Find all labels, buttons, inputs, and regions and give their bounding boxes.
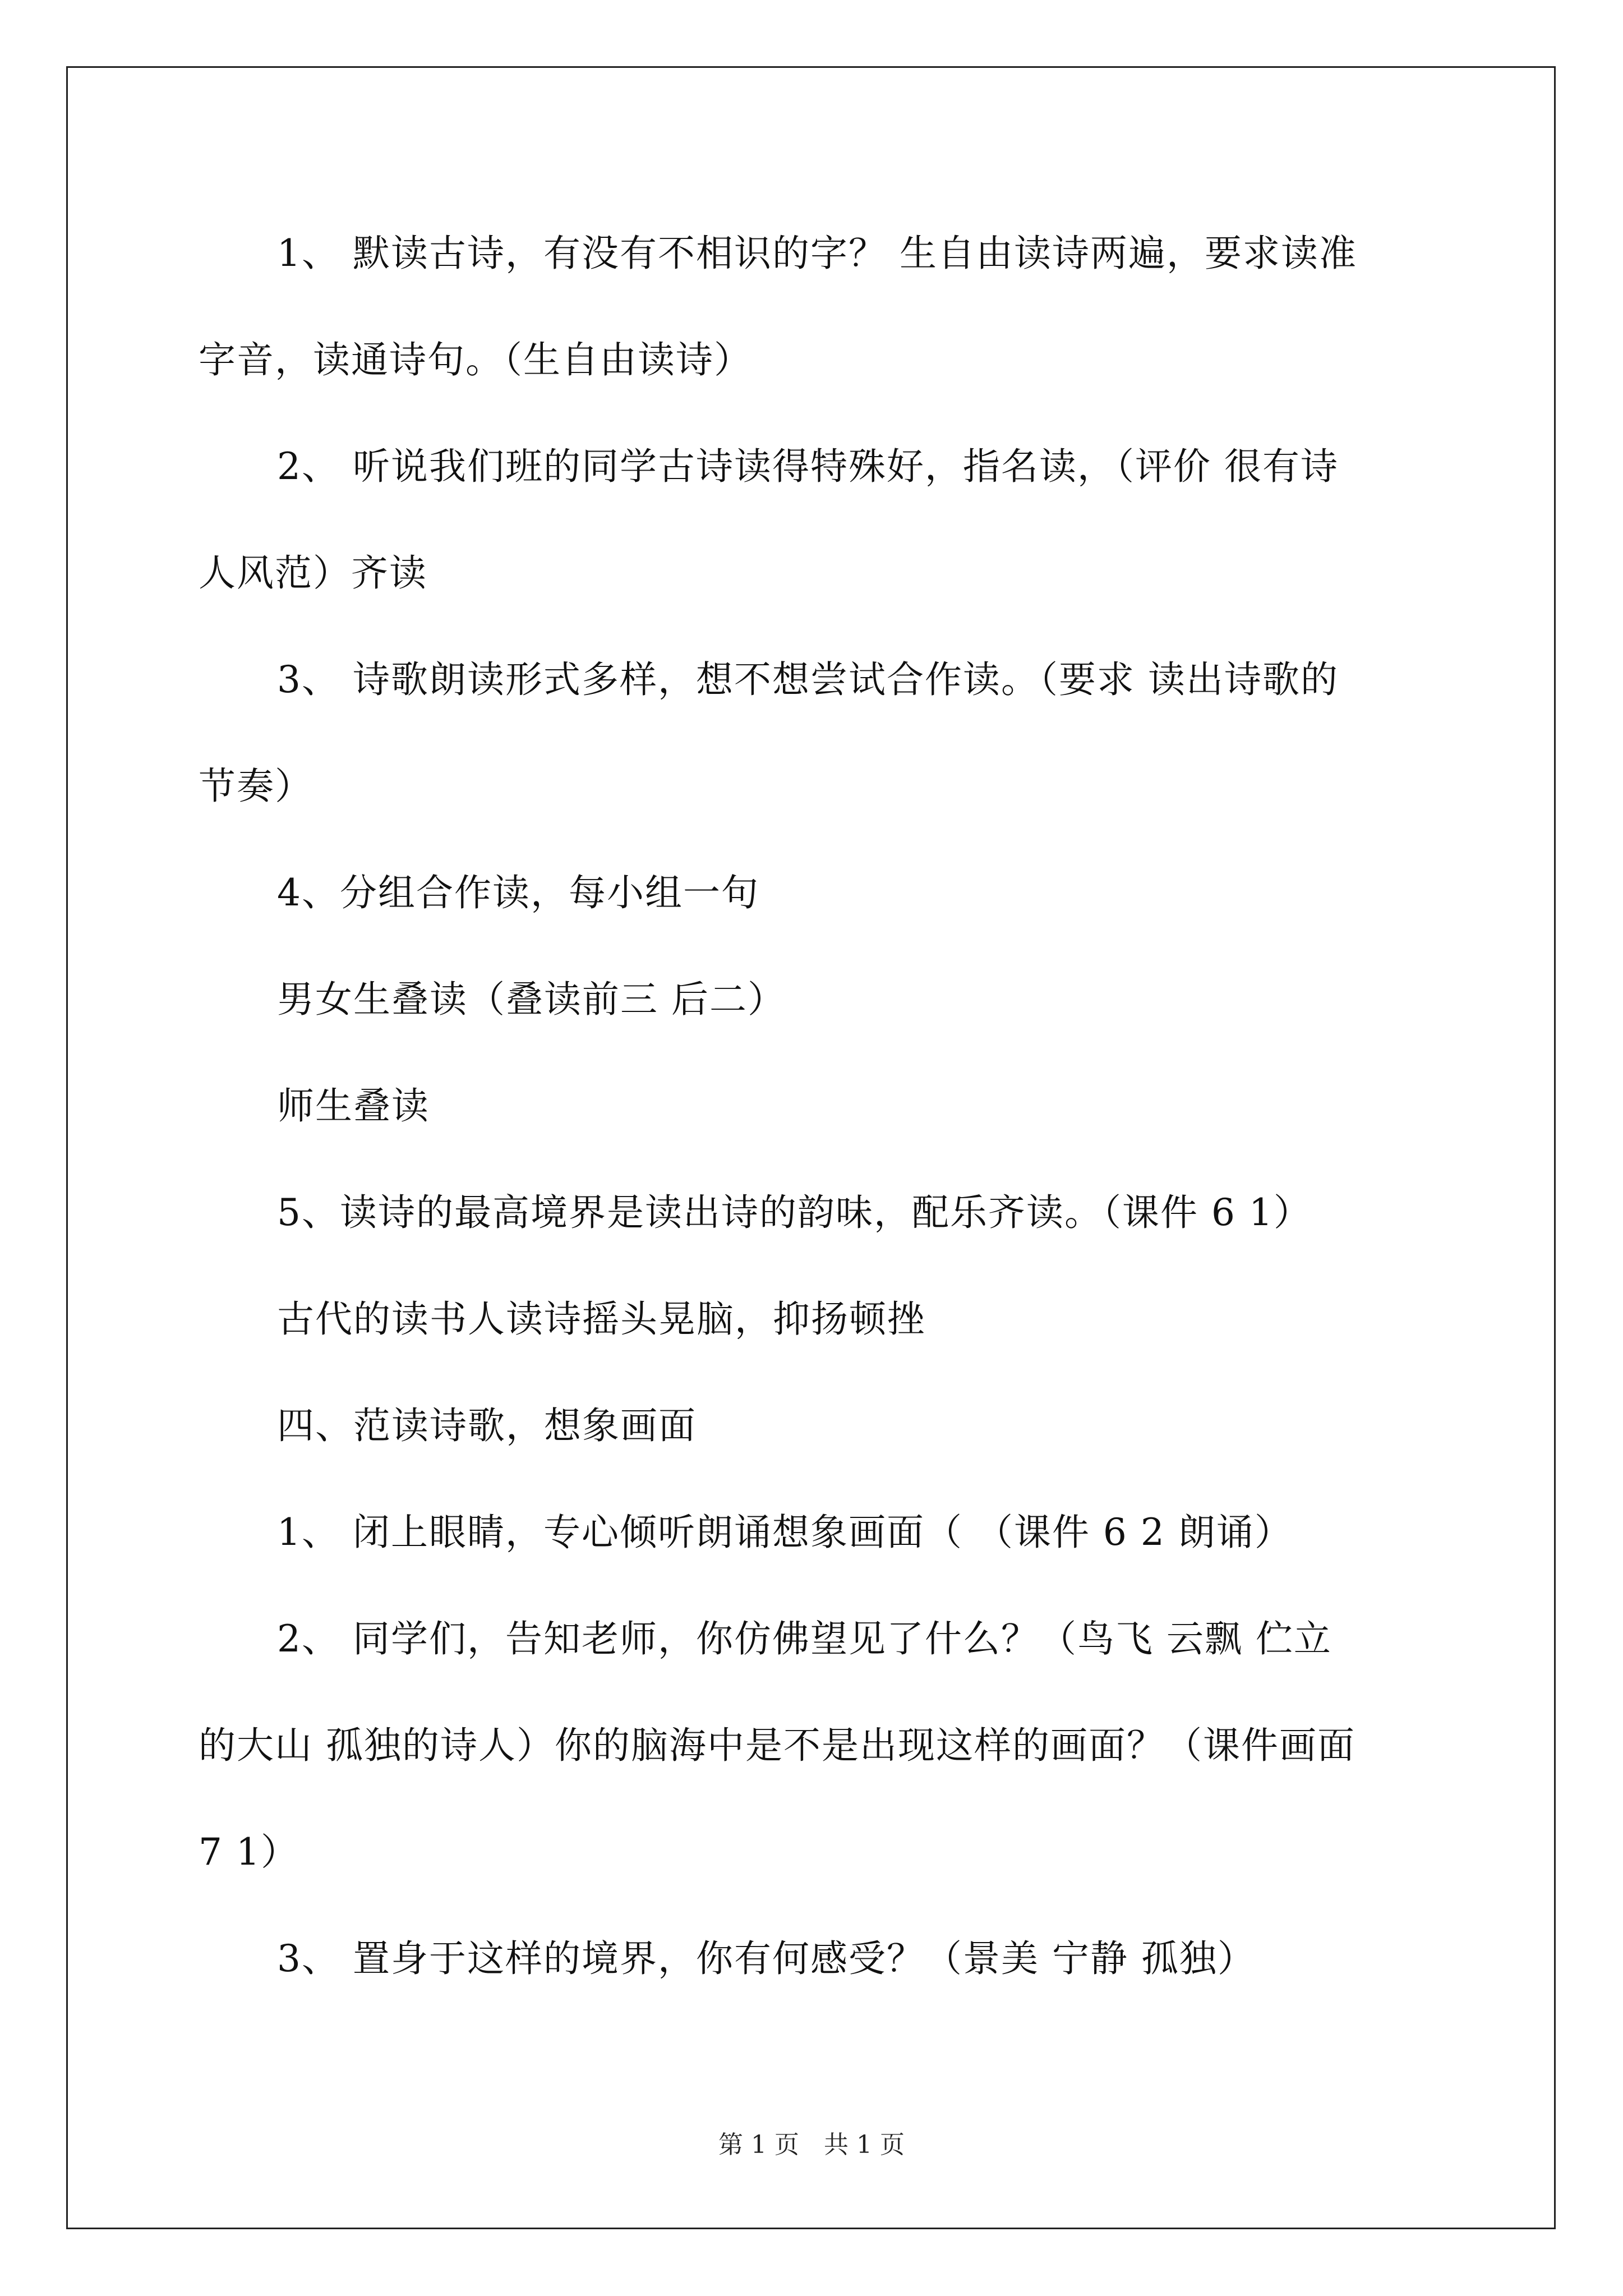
text-line: 人风范）齐读	[199, 551, 427, 595]
section-heading: 四、范读诗歌，想象画面	[277, 1404, 697, 1447]
text-line: 3、 诗歌朗读形式多样，想不想尝试合作读。（要求 读出诗歌的	[277, 658, 1339, 701]
page-number-footer: 第 1 页 共 1 页	[718, 2131, 905, 2159]
text-line: 男女生叠读（叠读前三 后二）	[277, 978, 786, 1021]
text-line: 古代的读书人读诗摇头晃脑，抑扬顿挫	[277, 1297, 925, 1341]
text-line: 1、 默读古诗，有没有不相识的字？ 生自由读诗两遍，要求读准	[277, 232, 1357, 275]
text-line: 2、 听说我们班的同学古诗读得特殊好，指名读，（评价 很有诗	[277, 445, 1339, 488]
text-line: 4、分组合作读，每小组一句	[277, 871, 759, 914]
text-line: 1、 闭上眼睛，专心倾听朗诵想象画面（ （课件 6 2 朗诵）	[277, 1511, 1293, 1554]
text-line: 3、 置身于这样的境界，你有何感受？（景美 宁静 孤独）	[277, 1937, 1256, 1980]
text-line: 5、读诗的最高境界是读出诗的韵味，配乐齐读。（课件 6 1）	[277, 1191, 1312, 1234]
text-line: 2、 同学们，告知老师，你仿佛望见了什么？（鸟飞 云飘 伫立	[277, 1617, 1332, 1660]
text-line: 字音，读通诗句。（生自由读诗）	[199, 338, 752, 381]
text-line: 节奏）	[199, 765, 313, 808]
text-line: 的大山 孤独的诗人）你的脑海中是不是出现这样的画面？（课件画面	[199, 1724, 1355, 1767]
page-border	[66, 66, 1556, 2229]
text-line: 7 1）	[199, 1830, 299, 1874]
text-line: 师生叠读	[277, 1084, 430, 1128]
